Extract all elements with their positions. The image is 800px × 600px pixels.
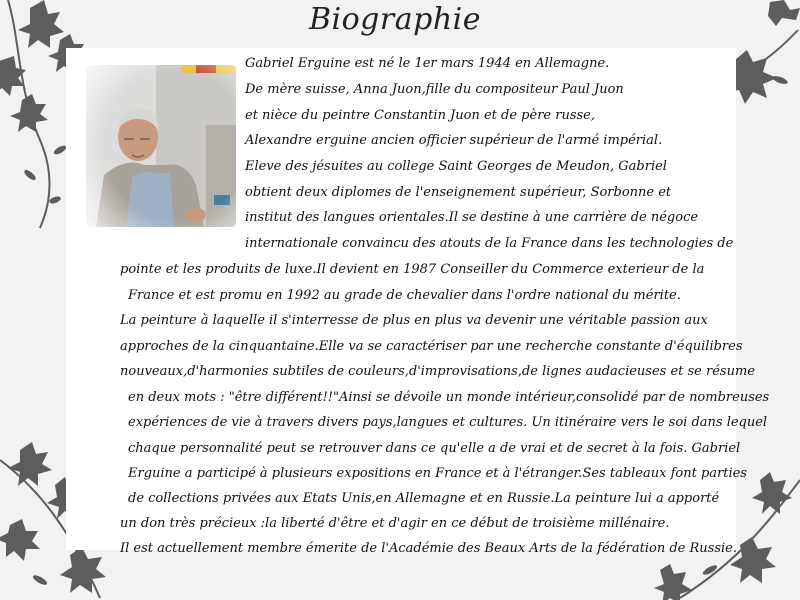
bio-line: de collections privées aux Etats Unis,en Allemagne et en Russie.La peinture lui a apporté	[128, 491, 720, 506]
bio-line: Gabriel Erguine est né le 1er mars 1944 en Allemagne.	[245, 56, 610, 71]
portrait-illustration	[86, 65, 236, 227]
bio-line: nouveaux,d'harmonies subtiles de couleurs,d'improvisations,de lignes audacieuses et se résume	[120, 364, 755, 379]
bio-line: pointe et les produits de luxe.Il devient en 1987 Conseiller du Commerce exterieur de la	[120, 262, 705, 277]
bio-line: institut des langues orientales.Il se destine à une carrière de négoce	[245, 210, 699, 225]
bio-line: La peinture à laquelle il s'interresse de plus en plus va devenir une véritable passion aux	[120, 313, 708, 328]
bio-line: et nièce du peintre Constantin Juon et de père russe,	[245, 108, 595, 123]
bio-line: internationale convaincu des atouts de la France dans les technologies de	[245, 236, 734, 251]
portrait-photo	[86, 65, 236, 227]
page-title: Biographie	[308, 2, 481, 37]
bio-line: De mère suisse, Anna Juon,fille du compositeur Paul Juon	[245, 82, 624, 97]
bio-line: Eleve des jésuites au college Saint Georges de Meudon, Gabriel	[245, 159, 667, 174]
bio-line: chaque personnalité peut se retrouver dans ce qu'elle a de vrai et de secret à la fois. Gabriel	[128, 441, 741, 456]
bio-line: Erguine a participé à plusieurs expositions en France et à l'étranger.Ses tableaux font parties	[128, 466, 747, 481]
bio-line: Il est actuellement membre émerite de l'Académie des Beaux Arts de la fédération de Russie.	[120, 541, 737, 556]
bio-line: Alexandre erguine ancien officier supérieur de l'armé impérial.	[245, 133, 663, 148]
bio-line: expériences de vie à travers divers pays,langues et cultures. Un itinéraire vers le soi dans lequel	[128, 415, 768, 430]
bio-line: obtient deux diplomes de l'enseignement supérieur, Sorbonne et	[245, 185, 672, 200]
bio-line: un don très précieux :la liberté d'être et d'agir en ce début de troisième millénaire.	[120, 516, 670, 531]
bio-line: en deux mots : "être différent!!"Ainsi se dévoile un monde intérieur,consolidé par de nombreuses	[128, 390, 770, 405]
bio-line: approches de la cinquantaine.Elle va se caractériser par une recherche constante d'équilibres	[120, 339, 743, 354]
bio-line: France et est promu en 1992 au grade de chevalier dans l'ordre national du mérite.	[128, 288, 681, 303]
